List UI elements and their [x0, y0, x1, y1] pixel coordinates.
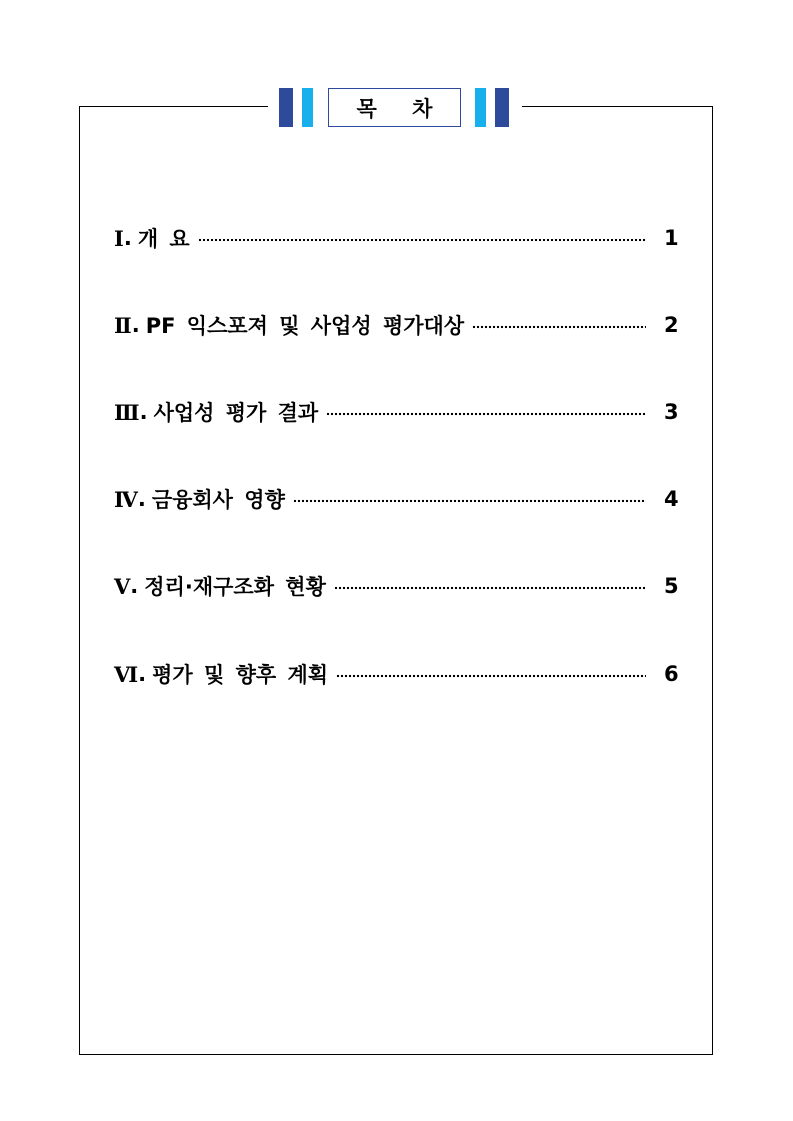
toc-numeral-dot: .	[138, 662, 147, 686]
toc-page-number: 2	[664, 313, 679, 337]
toc-title: PF 익스포져 및 사업성 평가대상	[145, 314, 465, 338]
left-navy-bar	[279, 88, 293, 127]
toc-title: 개 요	[137, 227, 190, 251]
toc-numeral-dot: .	[130, 574, 139, 598]
page-title: 목 차	[356, 96, 447, 121]
toc-numeral-dot: .	[139, 400, 148, 424]
toc-entry[interactable]	[114, 481, 678, 517]
right-navy-bar	[495, 88, 509, 127]
toc-entry[interactable]	[114, 394, 678, 430]
toc-title: 사업성 평가 결과	[153, 401, 319, 425]
toc-entry[interactable]	[114, 220, 678, 256]
dot-leader	[198, 238, 646, 242]
toc-numeral: Ⅳ	[114, 486, 138, 512]
toc-page-number: 3	[664, 400, 679, 424]
toc-numeral: Ⅴ	[114, 573, 131, 599]
title-box	[328, 88, 461, 127]
toc-numeral-dot: .	[137, 487, 146, 511]
dot-leader	[293, 499, 646, 503]
dot-leader	[472, 325, 646, 329]
toc-page-number: 5	[664, 574, 679, 598]
toc-numeral: Ⅱ	[114, 312, 132, 338]
toc-numeral: Ⅵ	[114, 661, 139, 687]
toc-title: 평가 및 향후 계획	[152, 663, 329, 687]
toc-entry[interactable]	[114, 568, 678, 604]
dot-leader	[334, 586, 646, 590]
toc-page-number: 6	[664, 662, 679, 686]
dot-leader	[326, 412, 646, 416]
toc-title: 정리·재구조화 현황	[144, 575, 326, 599]
toc-entry[interactable]	[114, 656, 678, 692]
right-cyan-bar	[475, 88, 486, 127]
toc-numeral-dot: .	[131, 313, 140, 337]
toc-page-number: 4	[664, 487, 679, 511]
toc-numeral-dot: .	[123, 226, 132, 250]
toc-numeral: Ⅰ	[114, 225, 124, 251]
left-cyan-bar	[302, 88, 313, 127]
toc-numeral: Ⅲ	[114, 399, 140, 425]
dot-leader	[336, 674, 646, 678]
toc-entry[interactable]	[114, 307, 678, 343]
toc-page-number: 1	[664, 226, 679, 250]
toc-title: 금융회사 영향	[151, 488, 285, 512]
